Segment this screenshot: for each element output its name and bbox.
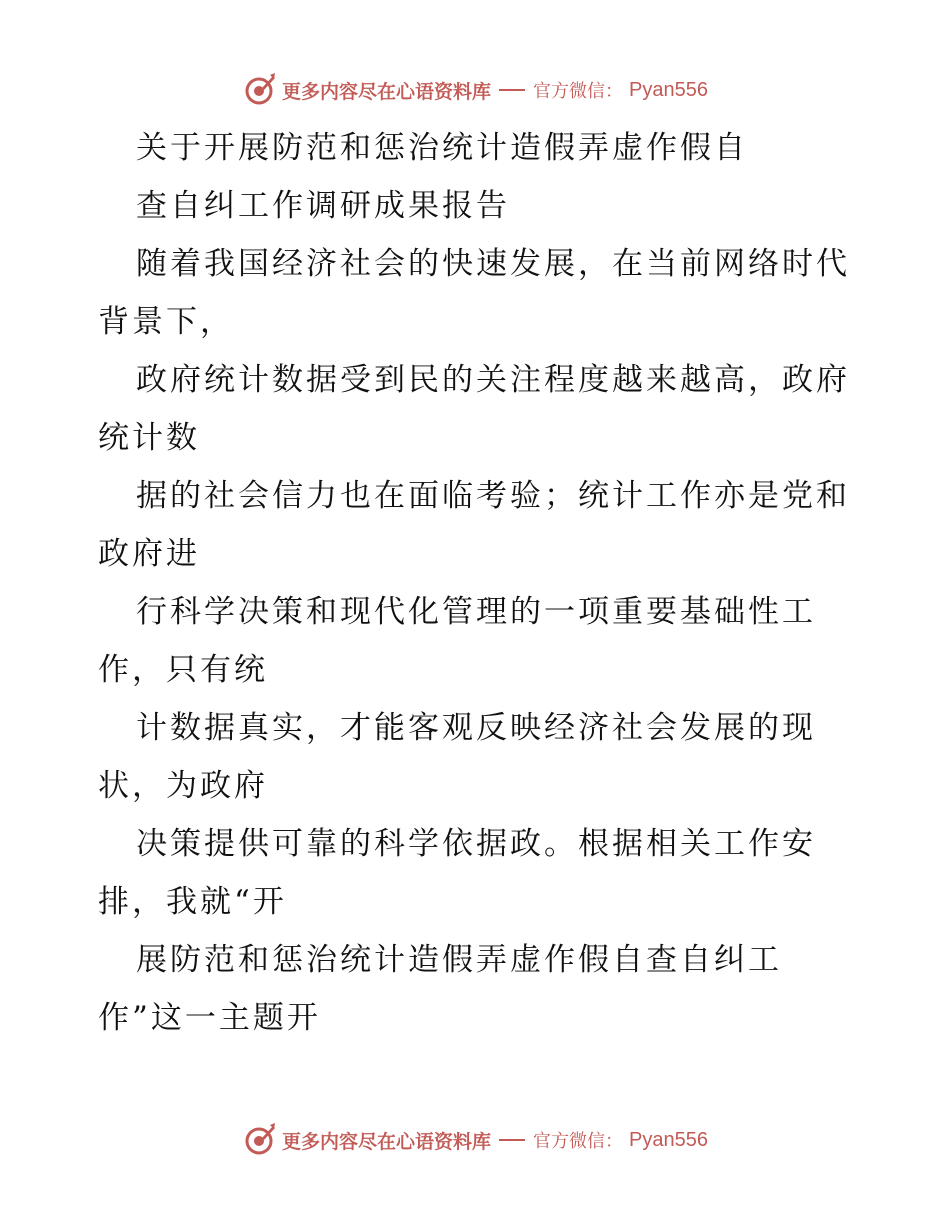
paragraph-line: 作，只有统 [98, 652, 268, 688]
paragraph-line: 展防范和惩治统计造假弄虚作假自查自纠工 [136, 942, 782, 978]
banner-wechat-id: Pyan556 [629, 1128, 708, 1151]
paragraph-line: 据的社会信力也在面临考验；统计工作亦是党和 [136, 478, 850, 514]
banner-wechat-id: Pyan556 [629, 78, 708, 101]
paragraph-line: 作”这一主题开 [98, 1000, 321, 1036]
title-line-2: 查自纠工作调研成果报告 [136, 188, 510, 224]
paragraph-line: 决策提供可靠的科学依据政。根据相关工作安 [136, 826, 816, 862]
paragraph-line: 行科学决策和现代化管理的一项重要基础性工 [136, 594, 816, 630]
quill-logo-icon [242, 1123, 276, 1157]
footer-banner [0, 1122, 950, 1158]
quill-logo-icon [242, 73, 276, 107]
paragraph-line: 随着我国经济社会的快速发展，在当前网络时代 [136, 246, 850, 282]
banner-wechat-label: 官方微信： [533, 81, 624, 102]
paragraph-line: 排，我就“开 [98, 884, 287, 920]
banner-main-text: 更多内容尽在心语资料库 [282, 1130, 492, 1153]
paragraph-line: 状，为政府 [98, 768, 268, 804]
paragraph-line: 政府进 [98, 536, 200, 572]
paragraph-line: 政府统计数据受到民的关注程度越来越高，政府 [136, 362, 850, 398]
header-banner [0, 72, 950, 108]
banner-wechat-label: 官方微信： [533, 1131, 624, 1152]
banner-dash [499, 89, 525, 91]
paragraph-line: 统计数 [98, 420, 200, 456]
title-line-1: 关于开展防范和惩治统计造假弄虚作假自 [136, 130, 748, 166]
paragraph-line: 计数据真实，才能客观反映经济社会发展的现 [136, 710, 816, 746]
banner-main-text: 更多内容尽在心语资料库 [282, 80, 492, 103]
paragraph-line: 背景下， [98, 304, 234, 340]
banner-dash [499, 1139, 525, 1141]
